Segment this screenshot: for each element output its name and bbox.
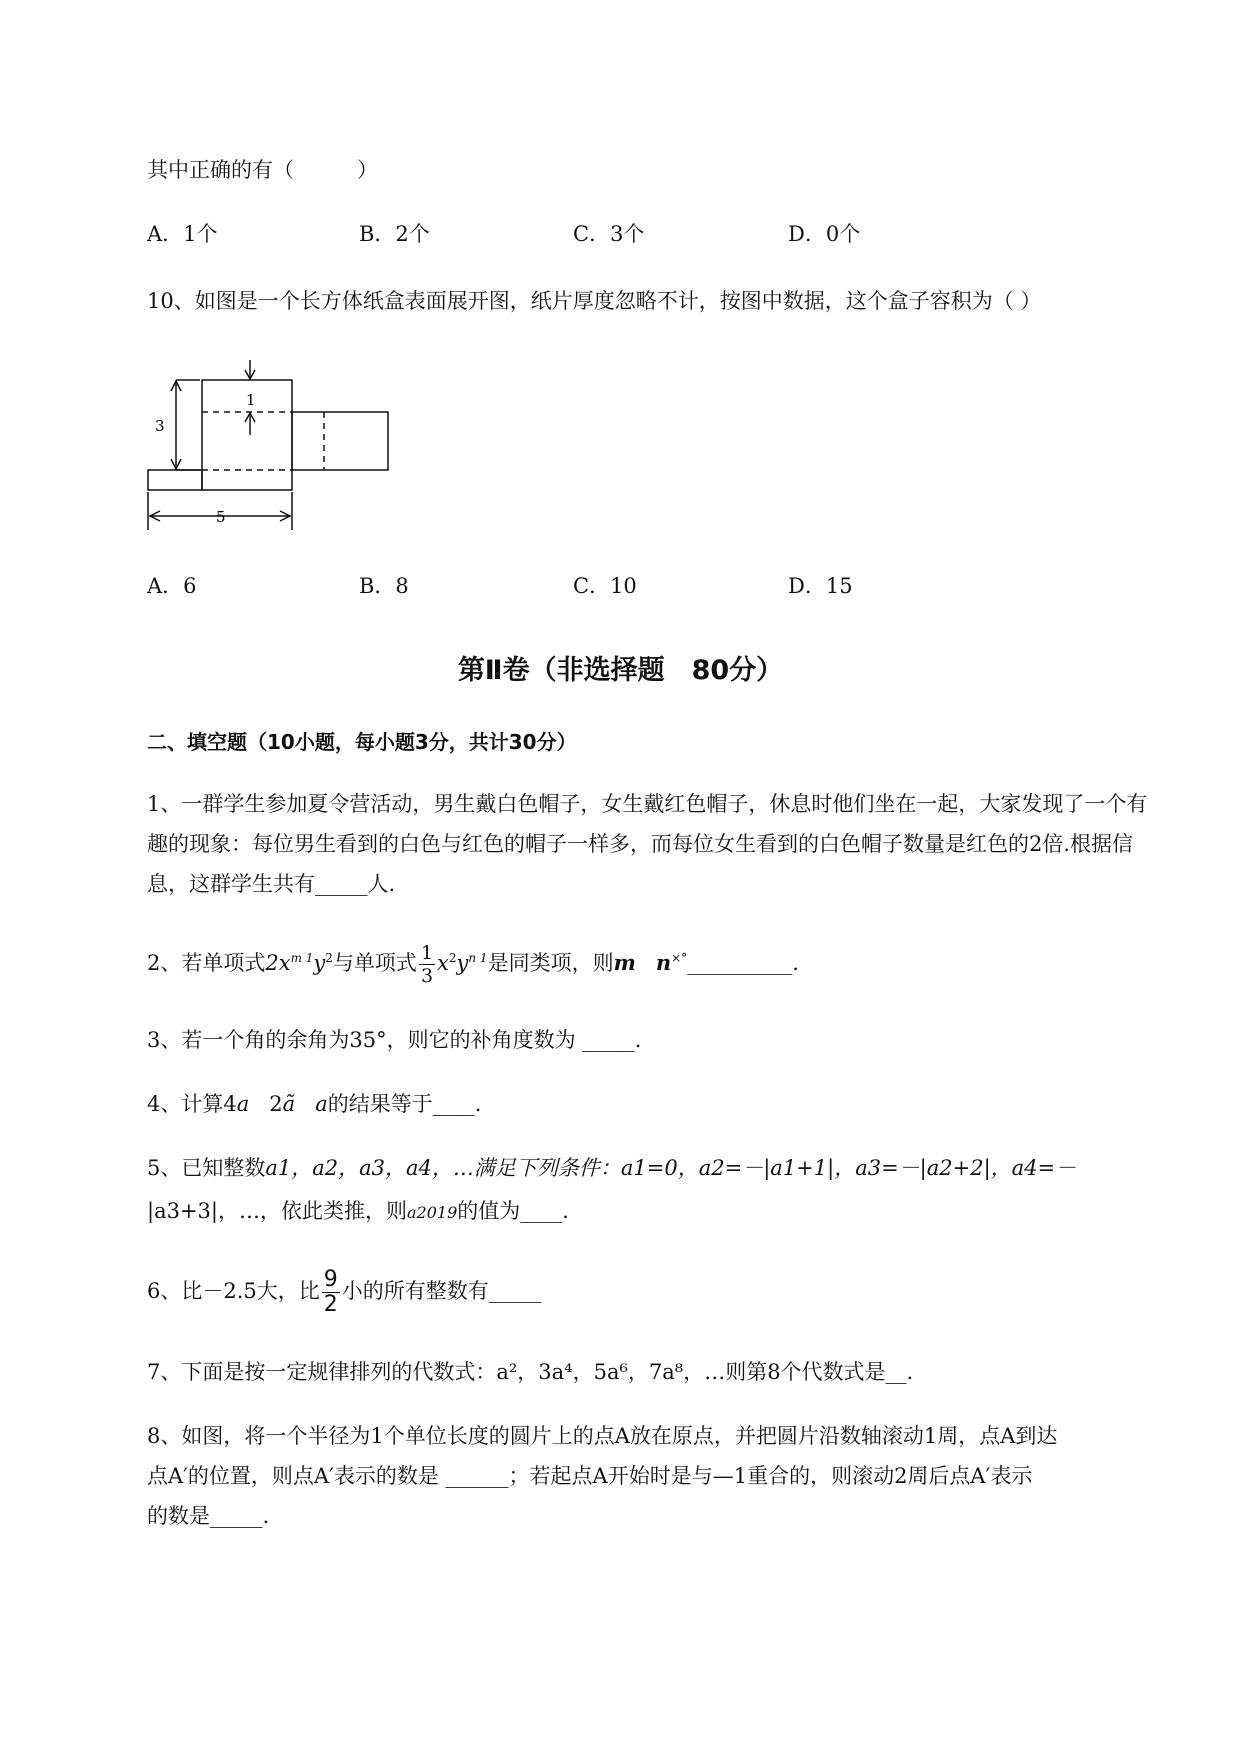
q2-frac-den: 3: [420, 965, 434, 987]
fill-q5-line2: [147, 1191, 1167, 1233]
fill-q8-line3: 的数是_____.: [147, 1504, 270, 1528]
fill-q5-line1: [147, 1148, 1167, 1188]
q6-fraction: [322, 1268, 340, 1317]
fill-q2: [147, 938, 1167, 987]
q9-option-b: B．2个: [359, 222, 430, 246]
q4-suffix: 的结果等于____.: [327, 1092, 482, 1116]
q2-n-exp: ×°: [671, 951, 688, 965]
figure-label-1: 1: [246, 391, 256, 409]
q5-a2019: a2019: [407, 1203, 458, 1222]
q2-mono1-exp: m 1: [290, 951, 314, 965]
figure-label-5: 5: [216, 508, 226, 526]
part-2-title: 第Ⅱ卷（非选择题 80分）: [457, 655, 784, 686]
q2-prefix: 2、若单项式: [147, 951, 266, 975]
q2-yn-exp: n 1: [468, 951, 488, 965]
q2-n: n: [655, 950, 672, 975]
q2-mid: 与单项式: [332, 951, 417, 975]
fill-q4: [147, 1084, 1167, 1124]
q9-option-d: D．0个: [788, 222, 861, 246]
q5-prefix: 5、已知整数: [147, 1156, 266, 1180]
fill-q8-line2: 点A′的位置，则点A′表示的数是 ______；若起点A开始时是与—1重合的，则滚动2周后点A′表示: [147, 1464, 1033, 1488]
q10-option-d: D．15: [788, 574, 853, 598]
q5-line2: |a3+3|，…，依此类推，则: [147, 1199, 407, 1223]
figure-label-3: 3: [155, 417, 165, 435]
q10-option-a: A．6: [147, 574, 197, 598]
fill-q3: 3、若一个角的余角为35°，则它的补角度数为 _____.: [147, 1028, 642, 1052]
q6-prefix: 6、比－2.5大，比: [147, 1279, 320, 1303]
q2-y-exp: 2: [325, 951, 333, 965]
q2-fraction: [419, 942, 435, 987]
fill-q1: 1、一群学生参加夏令营活动，男生戴白色帽子，女生戴红色帽子，休息时他们坐在一起，大家发现了一个有趣的现象：每位男生看到的白色与红色的帽子一样多，而每位女生看到的白色帽子数量是红色的2倍.根据信息，这群学生共有_____人.: [147, 792, 1148, 896]
q2-mono1: 2x: [265, 951, 291, 975]
q2-suffix: 是同类项，则: [487, 951, 614, 975]
section-2-heading: 二、填空题（10小题，每小题3分，共计30分）: [147, 730, 577, 754]
q6-frac-den: 2: [323, 1292, 338, 1317]
q2-y: y: [313, 951, 326, 975]
q2-yn: y: [456, 951, 469, 975]
q4-a1: a: [236, 1092, 250, 1116]
q2-x2-exp: 2: [448, 951, 457, 965]
q5-list: a1，a2，a3，a4，…满足下列条件：: [265, 1156, 621, 1180]
q4-prefix: 4、计算4: [147, 1092, 237, 1116]
q6-frac-num: 9: [323, 1267, 338, 1292]
q2-blank: __________.: [687, 951, 799, 975]
q10-stem: 10、如图是一个长方体纸盒表面展开图，纸片厚度忽略不计，按图中数据，这个盒子容积为（ ）: [147, 289, 1042, 313]
q2-x2: x: [437, 951, 449, 975]
fill-q6: [147, 1268, 1167, 1317]
q4-a2: ã: [282, 1092, 296, 1116]
q2-frac-num: 1: [420, 942, 434, 964]
q9-option-a: A．1个: [147, 222, 218, 246]
q10-option-b: B．8: [359, 574, 409, 598]
q9-tail: 其中正确的有（ ）: [147, 158, 378, 182]
q2-m: m: [613, 950, 636, 975]
q10-option-c: C．10: [573, 574, 637, 598]
q6-suffix: 小的所有整数有_____: [341, 1279, 542, 1303]
q5-suffix: 的值为____.: [457, 1199, 569, 1223]
fill-q7: 7、下面是按一定规律排列的代数式：a²，3a⁴，5a⁶，7a⁸，…则第8个代数式是__.: [147, 1360, 914, 1384]
fill-q8-line1: 8、如图，将一个半径为1个单位长度的圆片上的点A放在原点，并把圆片沿数轴滚动1周，点A到达: [147, 1424, 1058, 1448]
q4-mid: 2: [269, 1092, 283, 1116]
q4-a3: a: [315, 1092, 328, 1116]
q9-option-c: C．3个: [573, 222, 645, 246]
q5-conditions: a1=0，a2=－|a1+1|，a3=－|a2+2|，a4=－: [620, 1156, 1077, 1180]
box-net-figure: [140, 360, 420, 540]
